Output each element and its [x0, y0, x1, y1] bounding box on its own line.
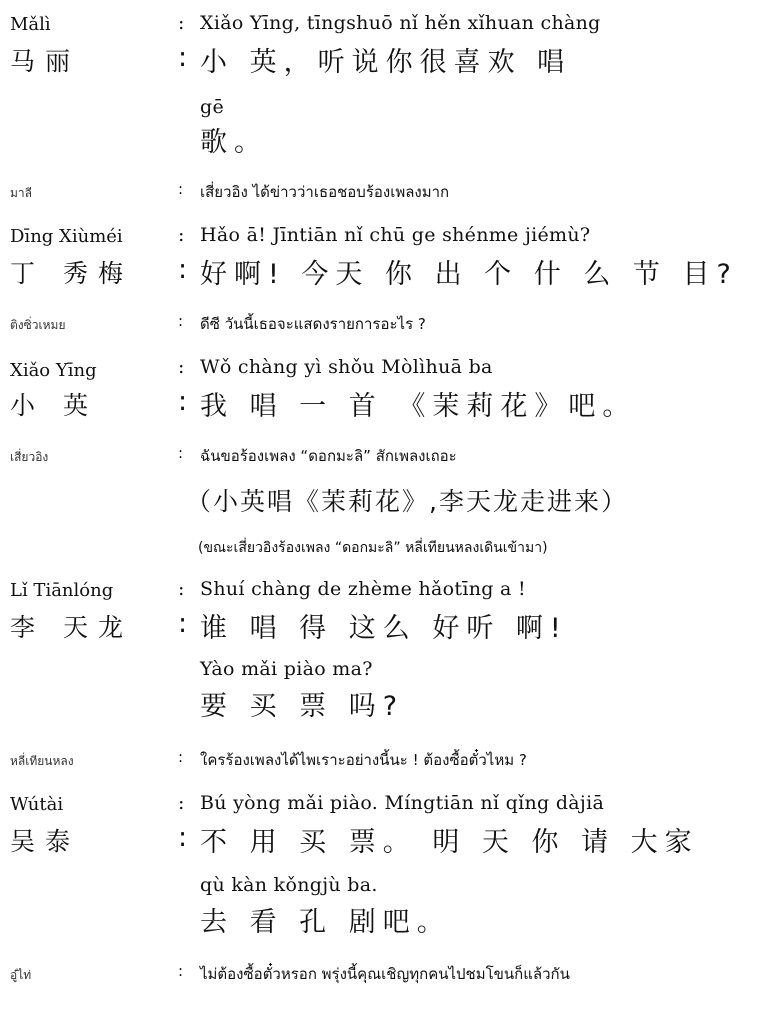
- colon: :: [178, 578, 185, 600]
- colon: :: [178, 792, 185, 814]
- colon: :: [178, 42, 195, 73]
- speaker-hanzi: 吴泰: [10, 827, 81, 856]
- colon: :: [178, 962, 184, 980]
- colon: :: [178, 312, 184, 330]
- stage-direction-hanzi: （小英唱《茉莉花》,李天龙走进来）: [186, 487, 628, 516]
- thai-line: เสี่ยวอิง ได้ข่าวว่าเธอชอบร้องเพลงมาก: [200, 183, 450, 201]
- speaker-pinyin: Lǐ Tiānlóng: [10, 580, 114, 601]
- colon: :: [178, 254, 195, 285]
- colon: :: [178, 608, 195, 639]
- colon: :: [178, 356, 185, 378]
- pinyin-line: Bú yòng mǎi piào. Míngtiān nǐ qǐng dàjiā: [200, 792, 605, 814]
- hanzi-line: 谁 唱 得 这么 好听 啊!: [200, 613, 568, 644]
- thai-line: ไม่ต้องซื้อตั๋วหรอก พรุ่งนี้คุณเชิญทุกคนไปชมโขนก็แล้วกัน: [200, 965, 570, 983]
- thai-line: ใครร้องเพลงได้ไพเราะอย่างนี้นะ ! ต้องซื้อตั๋วไหม ?: [200, 751, 527, 769]
- hanzi-line: 歌。: [200, 127, 268, 158]
- colon: :: [178, 224, 185, 246]
- speaker-pinyin: Mǎlì: [10, 14, 51, 35]
- speaker-pinyin: Xiǎo Yīng: [10, 360, 97, 381]
- thai-line: ดีซี วันนี้เธอจะแสดงรายการอะไร ?: [200, 315, 426, 333]
- speaker-thai: ติงซิ่วเหมย: [10, 318, 66, 332]
- pinyin-line: qù kàn kǒngjù ba.: [200, 874, 378, 896]
- speaker-thai: เสี่ยวอิง: [10, 450, 49, 464]
- speaker-hanzi: 丁 秀梅: [10, 259, 133, 288]
- hanzi-line: 小 英，听说你很喜欢 唱: [200, 47, 572, 78]
- speaker-hanzi: 李 天龙: [10, 613, 133, 642]
- stage-direction-thai: (ขณะเสี่ยวอิงร้องเพลง “ดอกมะลิ” หลี่เทียนหลงเดินเข้ามา): [198, 540, 548, 556]
- colon: :: [178, 386, 195, 417]
- speaker-hanzi: 小 英: [10, 391, 98, 420]
- colon: :: [178, 180, 184, 198]
- speaker-pinyin: Wútài: [10, 794, 64, 815]
- colon: :: [178, 12, 185, 34]
- pinyin-line: Yào mǎi piào ma?: [200, 658, 373, 680]
- hanzi-line: 我 唱 一 首 《茉莉花》吧。: [200, 391, 637, 422]
- speaker-hanzi: 马丽: [10, 47, 81, 76]
- thai-line: ฉันขอร้องเพลง “ดอกมะลิ” สักเพลงเถอะ: [200, 447, 457, 465]
- colon: :: [178, 748, 184, 766]
- pinyin-line: Xiǎo Yīng, tīngshuō nǐ hěn xǐhuan chàng: [200, 12, 601, 34]
- colon: :: [178, 444, 184, 462]
- colon: :: [178, 822, 195, 853]
- hanzi-line: 好啊! 今天 你 出 个 什 么 节 目?: [200, 259, 738, 290]
- speaker-thai: มาลี: [10, 186, 33, 200]
- pinyin-line: Wǒ chàng yì shǒu Mòlìhuā ba: [200, 356, 493, 378]
- hanzi-line: 不 用 买 票。 明 天 你 请 大家: [200, 827, 699, 858]
- pinyin-line: Hǎo ā! Jīntiān nǐ chū ge shénme jiémù?: [200, 224, 591, 246]
- speaker-thai: อู๋ไท่: [10, 968, 32, 982]
- pinyin-line: Shuí chàng de zhème hǎotīng a !: [200, 578, 526, 600]
- hanzi-line: 要 买 票 吗?: [200, 691, 405, 722]
- speaker-pinyin: Dīng Xiùméi: [10, 226, 123, 247]
- hanzi-line: 去 看 孔 剧吧。: [200, 907, 451, 938]
- pinyin-line: gē: [200, 96, 225, 118]
- speaker-thai: หลี่เทียนหลง: [10, 754, 74, 768]
